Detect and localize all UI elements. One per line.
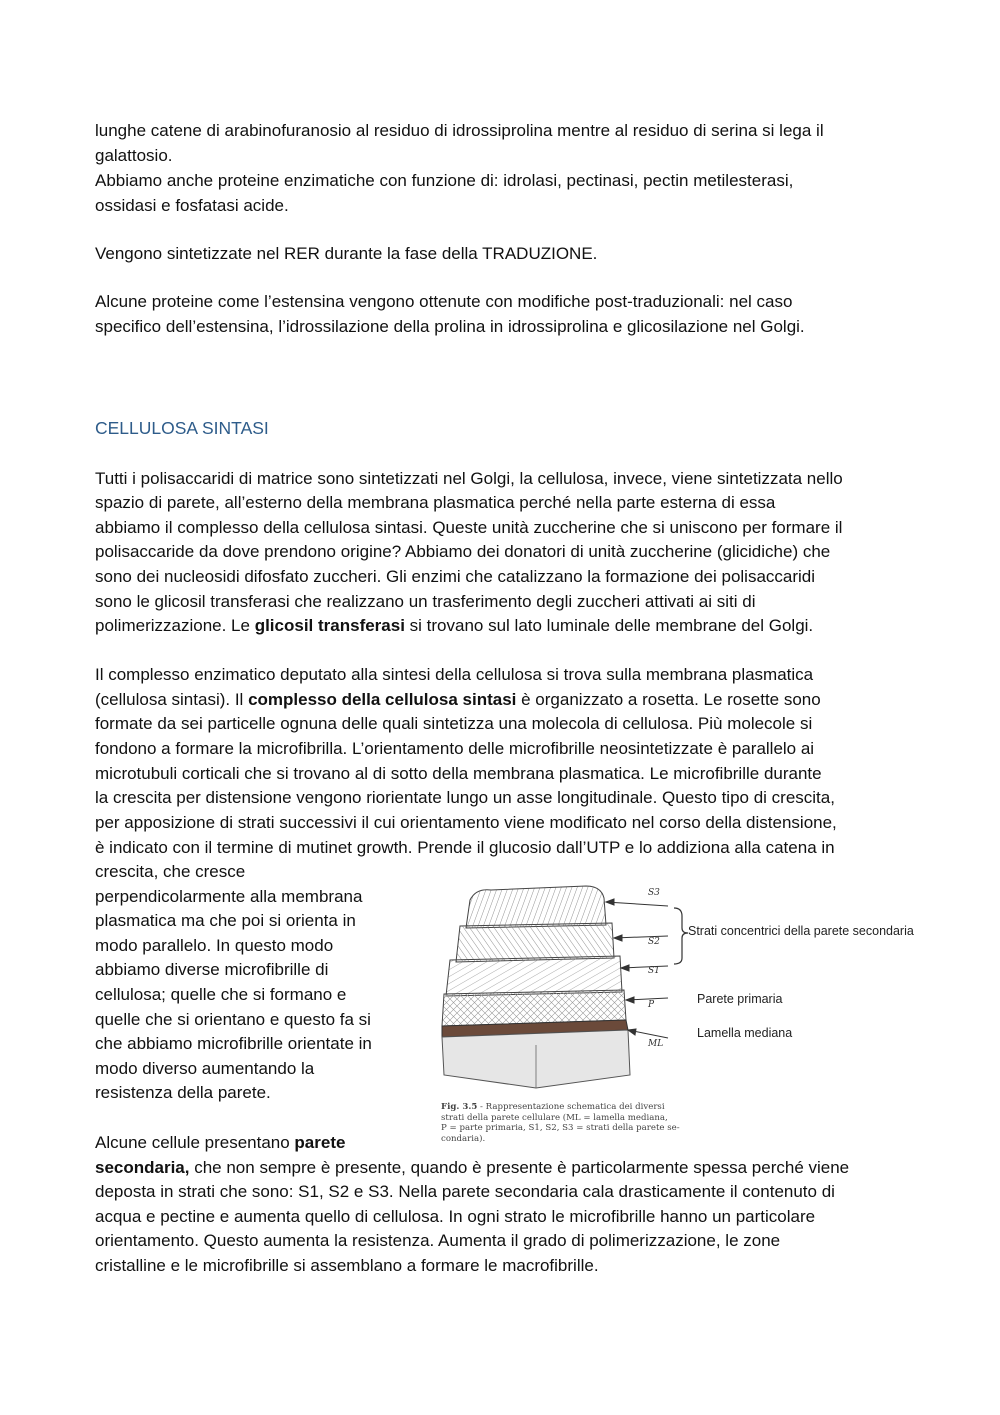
paragraph-line: orientamento. Questo aumenta la resistenza. Aumenta il grado di polimerizzazione, le zone [95,1231,781,1250]
paragraph-line: polisaccaride da dove prendono origine? Abbiamo dei donatori di unità zuccherine (glicidiche) che [95,542,831,561]
layer-s1 [446,956,622,996]
tag-p: P [648,1000,655,1010]
paragraph-line [95,1156,849,1181]
paragraph-line: modo diverso aumentando la [95,1059,315,1078]
caption-line: P = parte primaria, S1, S2, S3 = strati della parete se- [441,1123,680,1134]
caption-line: condaria). [441,1133,486,1144]
paragraph-line: Abbiamo anche proteine enzimatiche con funzione di: idrolasi, pectinasi, pectin metilesterasi, [95,171,794,190]
bold-term: glicosil transferasi [254,616,405,635]
paragraph-line: lunghe catene di arabinofuranosio al residuo di idrossiprolina mentre al residuo di serina si lega il [95,121,824,140]
text-run: Alcune cellule presentano [95,1133,295,1152]
paragraph-line [95,614,813,639]
figure-caption [441,1102,681,1144]
paragraph-line: modo parallelo. In questo modo [95,936,334,955]
paragraph-line: fondono a formare la microfibrilla. L’orientamento delle microfibrille neosintetizzate è parallelo ai [95,739,815,758]
paragraph-line: abbiamo il complesso della cellulosa sintasi. Queste unità zuccherine che si uniscono per formare il [95,518,843,537]
paragraph-line: crescita, che cresce [95,862,246,881]
label-middle-lamella: Lamella mediana [697,1026,793,1040]
tag-ml: ML [648,1039,664,1049]
cell-wall-figure [436,880,956,1150]
paragraph-line: formate da sei particelle ognuna delle quali sintetizza una molecola di cellulosa. Più molecole si [95,714,813,733]
paragraph-line: Alcune proteine come l’estensina vengono ottenute con modifiche post-traduzionali: nel caso [95,292,793,311]
text-run: polimerizzazione. Le [95,616,255,635]
paragraph-line: che abbiamo microfibrille orientate in [95,1034,372,1053]
paragraph-line: galattosio. [95,146,173,165]
caption-line: - Rappresentazione schematica dei diversi [477,1102,665,1112]
paragraph-line: plasmatica ma che poi si orienta in [95,911,356,930]
paragraph-line: microtubuli corticali che si trovano al di sotto della membrana plasmatica. Le microfibrille durante [95,764,822,783]
text-run: (cellulosa sintasi). Il [95,690,249,709]
bold-term: complesso della cellulosa sintasi [248,690,517,709]
paragraph-line: per apposizione di strati successivi il cui orientamento viene modificato nel corso della distensione, [95,813,837,832]
layer-s3 [466,886,606,928]
paragraph-line: perpendicolarmente alla membrana [95,887,363,906]
paragraph-line: abbiamo diverse microfibrille di [95,960,329,979]
paragraph-line: Il complesso enzimatico deputato alla sintesi della cellulosa si trova sulla membrana plasmatica [95,665,814,684]
paragraph-line: sono le glicosil transferasi che realizzano un trasferimento degli zuccheri attivati ai siti di [95,592,756,611]
bold-term: parete [294,1133,346,1152]
paragraph-line: resistenza della parete. [95,1083,271,1102]
paragraph-line: spazio di parete, all’esterno della membrana plasmatica perché nella parte esterna di essa [95,493,776,512]
paragraph-line [95,688,821,713]
paragraph-line: deposta in strati che sono: S1, S2 e S3. Nella parete secondaria cala drasticamente il contenuto di [95,1182,835,1201]
section-heading: CELLULOSA SINTASI [95,418,269,438]
paragraph-line: specifico dell’estensina, l’idrossilazione della prolina in idrossiprolina e glicosilazione nel Golgi. [95,317,805,336]
paragraph-line: la crescita per distensione vengono riorientate lungo un asse longitudinale. Questo tipo di crescita, [95,788,835,807]
text-run: è organizzato a rosetta. Le rosette sono [516,690,821,709]
paragraph-line: cristalline e le microfibrille si assemblano a formare le macrofibrille. [95,1256,599,1275]
text-run: che non sempre è presente, quando è presente è particolarmente spessa perché viene [189,1158,850,1177]
label-secondary-wall: Strati concentrici della parete secondaria [688,924,914,938]
tag-s1: S1 [648,966,660,976]
paragraph-line: è indicato con il termine di mutinet growth. Prende il glucosio dall’UTP e lo addiziona alla catena in [95,838,835,857]
paragraph-line: quelle che si orientano e questo fa si [95,1010,371,1029]
paragraph-line [95,1131,345,1156]
label-primary-wall: Parete primaria [697,992,783,1006]
bold-term: secondaria, [95,1158,190,1177]
bracket [674,908,688,964]
tag-s3: S3 [648,888,660,898]
text-run: si trovano sul lato luminale delle membrane del Golgi. [404,616,814,635]
tag-s2: S2 [648,937,660,947]
caption-prefix: Fig. 3.5 [441,1102,478,1112]
paragraph-line: cellulosa; quelle che si formano e [95,985,347,1004]
caption-line: strati della parete cellulare (ML = lamella mediana, [441,1112,668,1123]
paragraph-line: acqua e pectine e aumenta quello di cellulosa. In ogni strato le microfibrille hanno un particolare [95,1207,816,1226]
layer-s2 [456,923,614,962]
paragraph-line: ossidasi e fosfatasi acide. [95,196,289,215]
paragraph-line: sono dei nucleosidi difosfato zuccheri. Gli enzimi che catalizzano la formazione dei polisaccaridi [95,567,816,586]
paragraph-line: Vengono sintetizzate nel RER durante la fase della TRADUZIONE. [95,244,598,263]
paragraph-line: Tutti i polisaccaridi di matrice sono sintetizzati nel Golgi, la cellulosa, invece, viene sintetizzata nello [95,469,843,488]
